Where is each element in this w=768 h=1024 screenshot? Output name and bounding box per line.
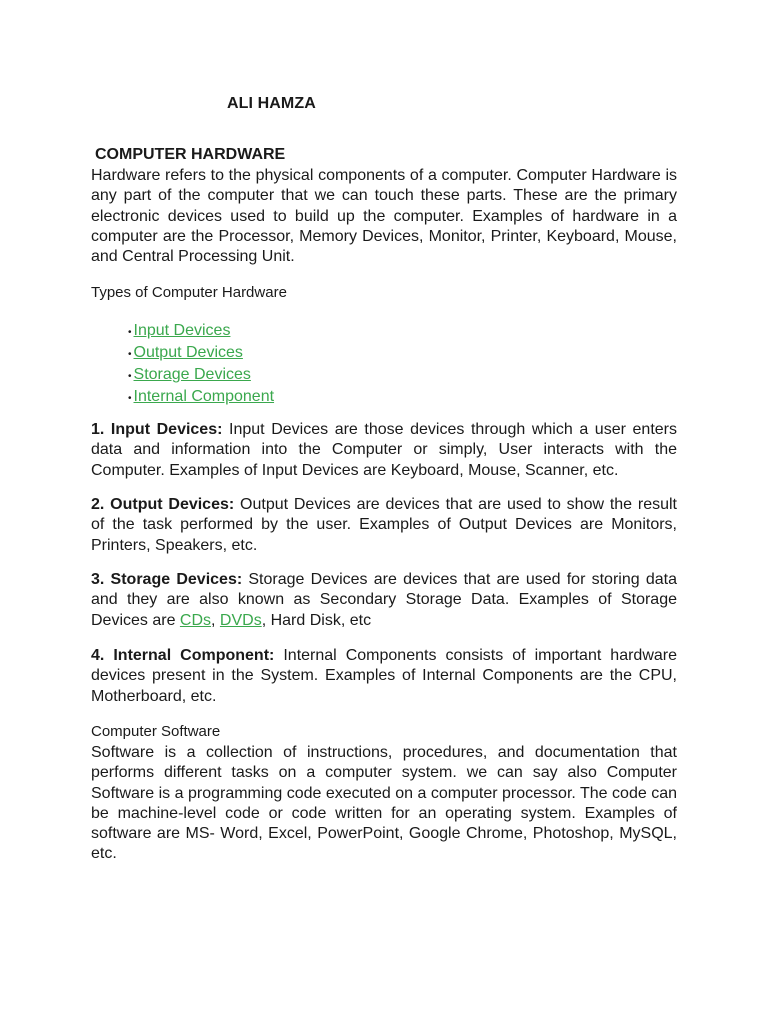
software-paragraph: Software is a collection of instructions, procedures, and documentation that performs different tasks on a computer system. we can say also Computer Software is a programming code executed on a computer processor. The code can be machine-level code or code written for an operating system. Examples of software are MS- Word, Excel, PowerPoint, Google Chrome, Photoshop, MySQL, etc. bbox=[91, 744, 677, 863]
types-list-item bbox=[128, 321, 274, 343]
link-output-devices[interactable]: Output Devices bbox=[133, 344, 243, 361]
bullet-icon: • bbox=[128, 349, 132, 360]
bullet-icon: • bbox=[128, 327, 132, 338]
types-list-item bbox=[128, 365, 274, 387]
author-name: ALI HAMZA bbox=[227, 95, 316, 112]
link-cds[interactable]: CDs bbox=[179, 611, 212, 629]
input-devices-label: 1. Input Devices: bbox=[91, 421, 223, 438]
output-devices-paragraph bbox=[91, 495, 677, 556]
types-list bbox=[128, 321, 274, 409]
types-heading: Types of Computer Hardware bbox=[91, 284, 287, 301]
internal-component-text: Internal Components consists of important hardware devices present in the System. Examples of Internal Components are the CPU, Motherboard, etc. bbox=[91, 647, 677, 705]
internal-component-paragraph bbox=[91, 646, 677, 707]
output-devices-label: 2. Output Devices: bbox=[91, 496, 235, 513]
storage-separator: , bbox=[211, 611, 220, 629]
input-devices-text: Input Devices are those devices through which a user enters data and information into the Computer or simply, User interacts with the Computer. Examples of Input Devices are Keyboard, Mouse, Scanner, etc. bbox=[91, 421, 677, 479]
output-devices-text: Output Devices are devices that are used to show the result of the task performed by the user. Examples of Output Devices are Monitors, Printers, Speakers, etc. bbox=[91, 496, 678, 554]
storage-devices-label: 3. Storage Devices: bbox=[91, 571, 243, 588]
hardware-intro-paragraph: Hardware refers to the physical components of a computer. Computer Hardware is any part of the computer that we can touch these parts. These are the primary electronic devices used to build up the computer. Examples of hardware in a computer are the Processor, Memory Devices, Monitor, Printer, Keyboard, Mouse, and Central Processing Unit. bbox=[91, 167, 677, 266]
types-list-item bbox=[128, 343, 274, 365]
link-dvds[interactable]: DVDs bbox=[219, 611, 262, 629]
types-list-item bbox=[128, 387, 274, 409]
input-devices-paragraph bbox=[91, 420, 677, 481]
storage-devices-paragraph bbox=[91, 570, 677, 631]
hardware-title: COMPUTER HARDWARE bbox=[95, 146, 286, 163]
storage-devices-text: Storage Devices are devices that are used for storing data and they are also known as Secondary Storage Data. Examples of Storage Devices are bbox=[91, 571, 677, 629]
link-input-devices[interactable]: Input Devices bbox=[133, 322, 231, 339]
link-internal-component[interactable]: Internal Component bbox=[133, 388, 275, 405]
bullet-icon: • bbox=[128, 393, 132, 404]
link-storage-devices[interactable]: Storage Devices bbox=[133, 366, 251, 383]
storage-devices-text-end: , Hard Disk, etc bbox=[261, 611, 372, 629]
internal-component-label: 4. Internal Component: bbox=[91, 647, 275, 664]
software-heading: Computer Software bbox=[91, 723, 221, 740]
bullet-icon: • bbox=[128, 371, 132, 382]
